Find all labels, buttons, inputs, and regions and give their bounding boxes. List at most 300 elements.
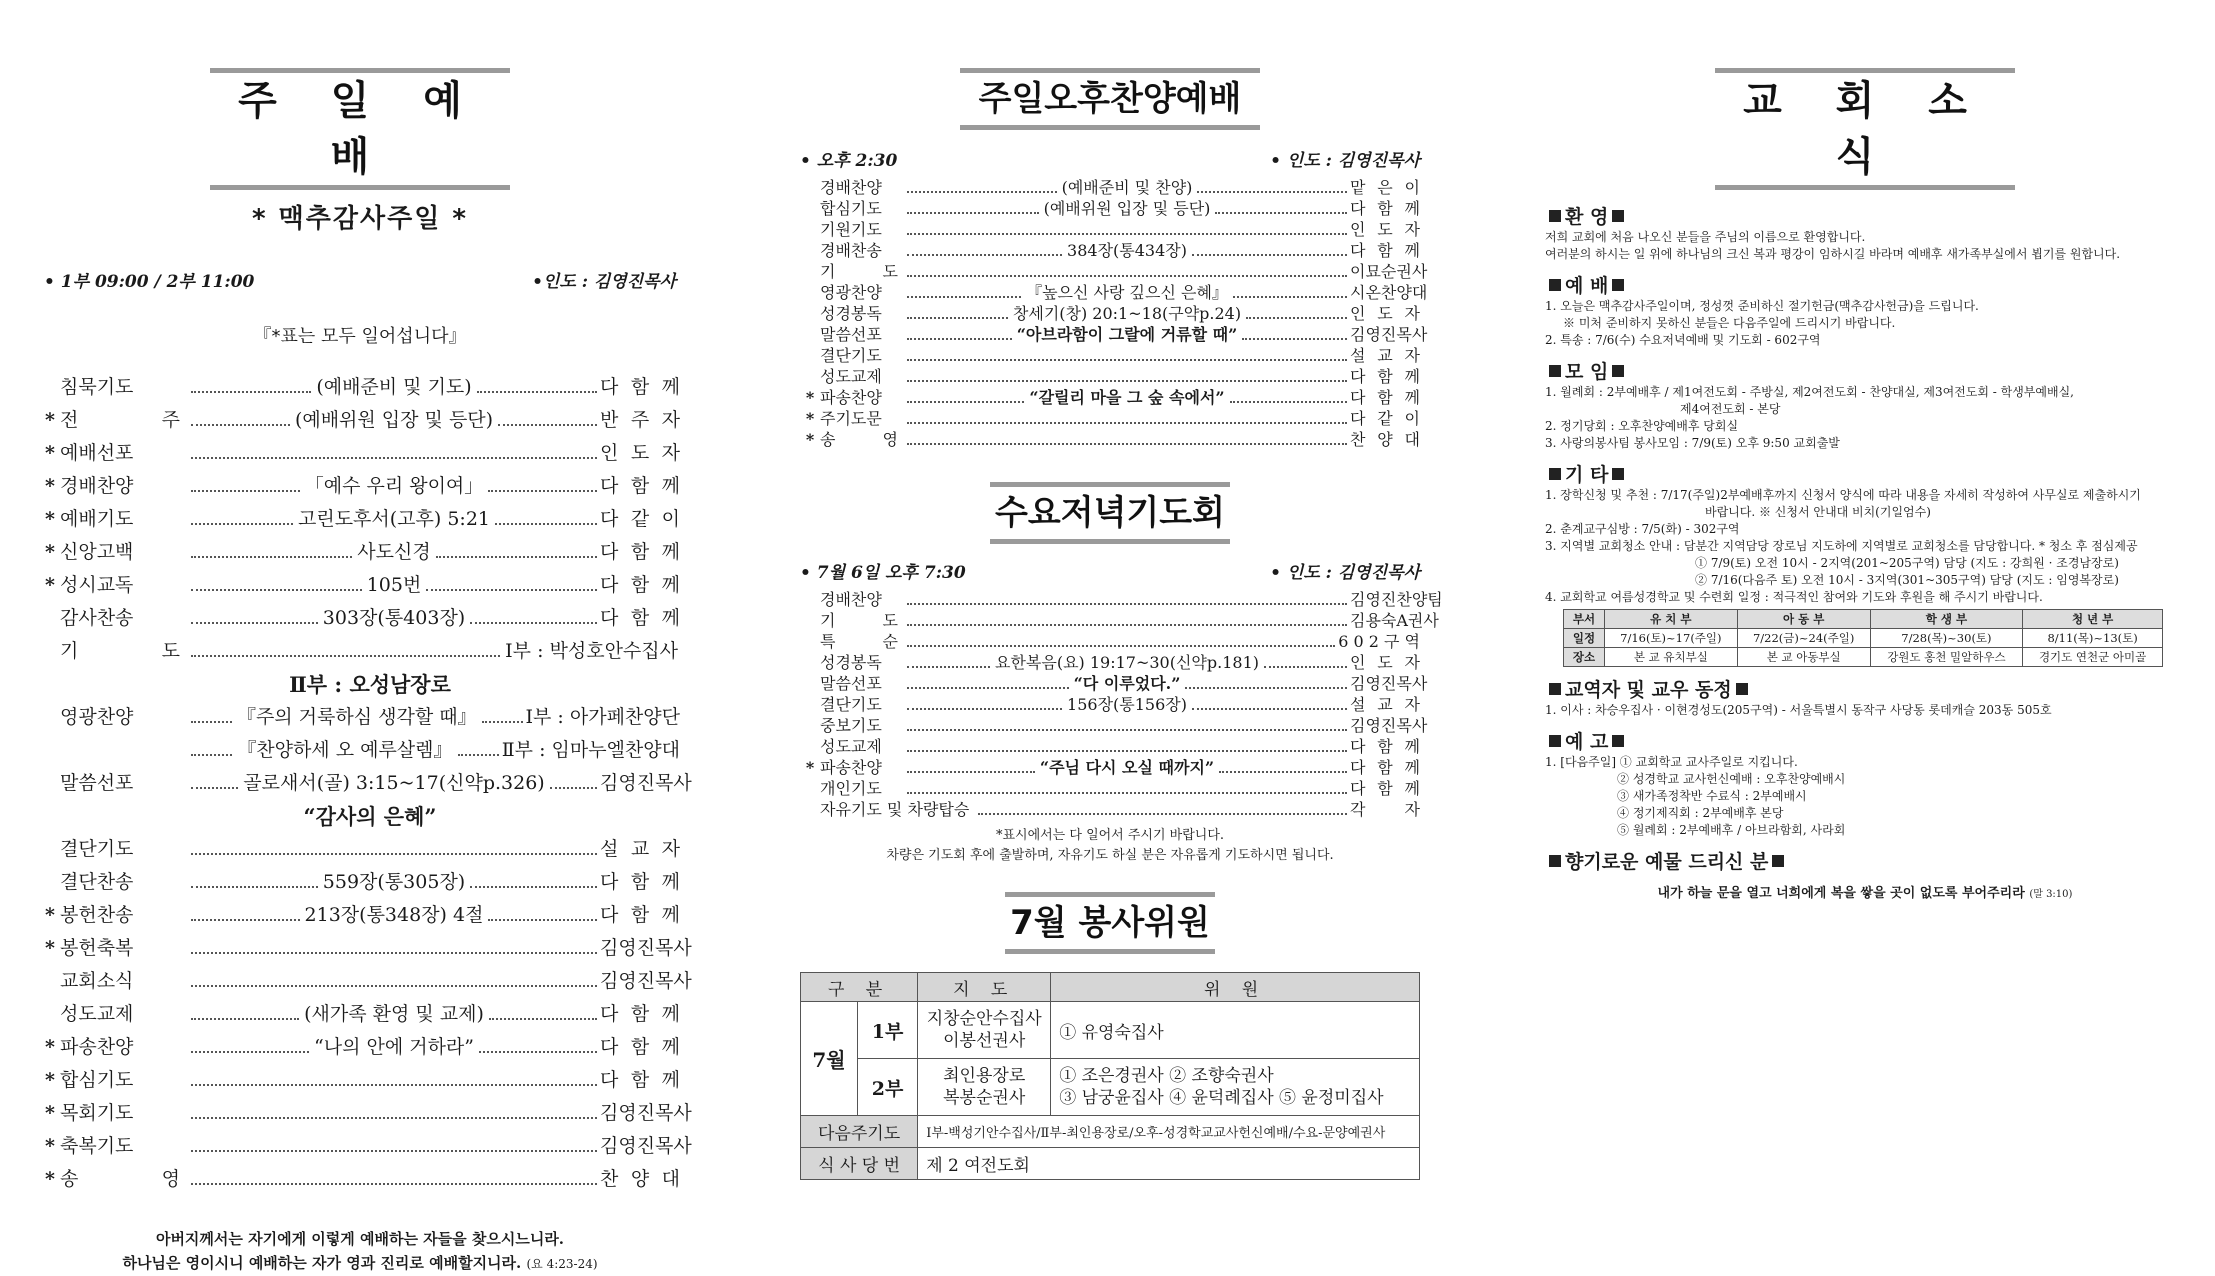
leader-dots [907,687,1069,689]
order-performer: 시온찬양대 [1350,283,1428,302]
order-star: * [805,758,815,777]
order-row [40,801,680,834]
leader-dots [1242,338,1347,340]
meeting-item-1: 1. 월례회 : 2부예배후 / 제1여전도회 - 주방실, 제2여전도회 - 찬양대실, 제3여전도회 - 학생부예배실, [1545,385,2074,399]
leader-dots [907,296,1021,298]
next-prayer-value: Ⅰ부-백성기안수집사/Ⅱ부-최인용장로/오후-성경학교교사헌신예배/수요-문양예권사 [918,1116,1420,1148]
order-label: 기 도 [60,640,180,662]
order-row [800,385,1420,406]
leader-dots [495,523,597,525]
camp-header-4: 청 년 부 [2023,610,2163,629]
order-label: 성경봉독 [820,653,882,672]
order-performer: 다 함 께 [1350,241,1420,260]
closing-quote-ref: (말 3:10) [2029,889,2073,900]
etc-item-3b: ① 7/9(토) 오전 10시 - 2지역(201~205구역) 담당 (지도 : 강희원 · 조경남장로) [1695,556,2119,570]
order-star: * [45,1135,55,1157]
order-leader [904,755,1350,778]
order-star: * [45,409,55,431]
order-row [800,322,1428,344]
part1-guide-2: 이봉선권사 [943,1031,1026,1051]
meal-duty-value: 제 2 여전도회 [918,1148,1420,1180]
order-content: 고린도후서(고후) 5:21 [298,508,491,530]
order-performer: 다 같 이 [1350,409,1420,428]
leader-dots [191,391,311,393]
notice-heading: 예 고 [1545,727,2185,754]
order-label: 송 영 [60,1168,180,1190]
order-content: 『주의 거룩하심 생각할 때』 [236,706,477,728]
leader-dots [191,1018,299,1020]
leader-dots [191,523,293,525]
leader-dots [191,589,362,591]
worship-leader: •인도 : 김영진목사 [532,272,676,292]
leader-dots [907,317,1008,319]
order-label: 기 도 [820,262,898,281]
afternoon-column [800,0,1443,1180]
order-leader [904,322,1350,345]
order-performer: 김영진목사 [600,937,692,959]
order-label: 성도교제 [820,737,882,756]
service-part2: 2부 [858,1059,918,1116]
service-month: 7월 [801,1002,858,1116]
camp-header-dept: 부서 [1564,610,1605,629]
order-performer: 다 함 께 [600,541,680,563]
order-row [800,427,1420,448]
order-performer: 다 함 께 [600,871,680,893]
order-row [40,702,680,735]
order-performer: 다 함 께 [600,574,680,596]
order-performer: 맡 은 이 [1350,178,1420,197]
etc-item-3: 3. 지역별 교회청소 안내 : 담분간 지역담당 장로님 지도하에 지역별로 교회청소를 담당합니다. * 청소 후 점심제공 [1545,539,2138,553]
leader-dots [1215,212,1347,214]
order-label: 결단기도 [820,346,882,365]
order-star: * [805,409,815,428]
afternoon-title-box [960,68,1260,130]
order-performer: 찬 양 대 [600,1168,680,1190]
order-performer: 설 교 자 [1350,695,1420,714]
order-label: 성경봉독 [820,304,882,323]
order-label: 영광찬양 [820,283,882,302]
order-content: (예배준비 및 기도) [316,376,472,398]
order-label: 자유기도 및 차량탑승 [820,800,970,819]
meeting-item-3: 3. 사랑의봉사팀 봉사모임 : 7/9(토) 오후 9:50 교회출발 [1545,436,1840,450]
order-content: 『찬양하세 오 예루살렘』 [237,739,453,761]
leader-dots [477,391,597,393]
leader-dots [907,212,1039,214]
order-leader [188,1117,600,1124]
part2-members-1: ① 조은경권사 ② 조향숙권사 [1059,1066,1274,1086]
order-performer: 다 함 께 [1350,758,1420,777]
order-content: “아브라함이 그랄에 거류할 때” [1016,325,1238,344]
order-leader [188,735,502,762]
leader-dots [426,589,597,591]
order-leader [188,952,600,959]
order-label: 파송찬양 [820,388,882,407]
notice-item-4: ④ 정기제직회 : 2부예배후 본당 [1617,806,1784,820]
order-performer: 다 함 께 [600,475,680,497]
camp-date-4: 8/11(목)~13(토) [2023,629,2163,648]
order-leader [188,1183,600,1190]
wednesday-meta [800,558,1420,583]
order-leader [188,853,600,860]
afternoon-title: 주일오후찬양예배 [978,79,1242,119]
order-leader [188,504,600,531]
etc-item-1: 1. 장학신청 및 추천 : 7/17(주일)2부예배후까지 신청서 양식에 따라 내용을 자세히 작성하여 사무실로 제출하시기 [1545,488,2141,502]
camp-header-1: 유 치 부 [1604,610,1737,629]
next-prayer-label: 다음주기도 [801,1116,918,1148]
order-row [40,834,680,867]
camp-row-place: 장소 [1564,648,1605,667]
order-star: * [45,442,55,464]
order-content: 384장(통434장) [1067,241,1187,260]
wednesday-note-2: 차량은 기도회 후에 출발하며, 자유기도 하실 분은 자유롭게 기도하시면 됩니다. [886,848,1334,863]
order-label: 결단찬송 [60,871,134,893]
order-leader [188,570,600,597]
leader-dots [191,490,300,492]
order-label: 성시교독 [60,574,134,596]
notice-item-5: ⑤ 월례회 : 2부예배후 / 아브라함회, 사라회 [1617,823,1846,837]
leader-dots [436,556,597,558]
church-news-title-box [1715,68,2015,190]
order-performer: 다 함 께 [1350,199,1420,218]
order-row [800,776,1420,797]
order-label: 성도교제 [820,367,882,386]
verse-line-1: 아버지께서는 자기에게 이렇게 예배하는 자들을 찾으시느니라. [155,1230,565,1248]
order-performer: 김영진찬양팀 [1350,590,1443,609]
leader-dots [191,853,597,855]
order-performer: 다 같 이 [600,508,680,530]
part2-guide-1: 최인용장로 [943,1066,1026,1086]
wednesday-leader: • 인도 : 김영진목사 [1270,563,1420,583]
leader-dots [907,708,1062,710]
leader-dots [482,721,523,723]
order-leader [904,624,1350,631]
order-row [800,755,1420,776]
part1-guide-1: 지창순안수집사 [926,1009,1042,1029]
order-performer: 다 함 께 [600,1003,680,1025]
camp-place-2: 본 교 아동부실 [1737,648,1870,667]
order-row [800,259,1428,281]
leader-dots [907,191,1057,193]
leader-dots [191,952,597,954]
order-row [40,537,680,570]
order-performer: 다 함 께 [600,1069,680,1091]
sunday-worship-meta [40,267,680,292]
order-performer: 다 함 께 [600,1036,680,1058]
worship-item-2: 2. 특송 : 7/6(수) 수요저녁예배 및 기도회 - 602구역 [1545,333,1821,347]
verse-line-2: 하나님은 영이시니 예배하는 자가 영과 진리로 예배할지니라. [122,1254,522,1272]
order-performer: 인 도 자 [1350,220,1420,239]
afternoon-leader: • 인도 : 김영진목사 [1270,151,1420,171]
service-title-box [1005,892,1215,954]
order-performer: 설 교 자 [1350,346,1420,365]
leader-dots [191,919,300,921]
leader-dots [191,556,352,558]
order-content: Ⅱ부 : 오성남장로 [289,672,451,697]
order-performer: Ⅱ부 : 임마누엘찬양대 [501,739,680,761]
order-performer: 김영진목사 [1350,674,1428,693]
order-leader [904,443,1350,450]
order-row [800,343,1420,364]
order-star: * [805,388,815,407]
afternoon-order-list [800,175,1428,449]
order-row [800,196,1420,217]
order-label: 목회기도 [60,1102,134,1124]
order-label: 신앙고백 [60,541,134,563]
order-content: 213장(통348장) 4절 [304,904,484,926]
order-performer: 김영진목사 [600,1135,692,1157]
leader-dots [1233,296,1347,298]
order-row [800,406,1420,427]
order-row [40,999,680,1032]
order-row [40,900,680,933]
camp-place-3: 강원도 홍천 밀알하우스 [1870,648,2023,667]
sunday-worship-title: 주 일 예 배 [238,78,482,180]
order-label: 전 주 [60,409,180,431]
order-row [40,735,680,768]
order-content: (예배위원 입장 및 등단) [294,409,494,431]
leader-dots [1192,708,1347,710]
order-content: 요한복음(요) 19:17~30(신약p.181) [995,653,1259,672]
service-table [800,972,1420,1180]
leader-dots [907,443,1347,445]
order-content: (새가족 환영 및 교제) [304,1003,484,1025]
leader-dots [479,1051,597,1053]
leader-dots [458,754,499,756]
camp-row-schedule: 일정 [1564,629,1605,648]
order-leader [188,405,600,432]
order-content: Ⅰ부 : 박성호안수집사 [505,640,678,662]
service-title: 7월 봉사위원 [1010,903,1210,943]
order-star: * [45,1102,55,1124]
notice-item-3: ③ 새가족정착반 수료식 : 2부예배시 [1617,789,1807,803]
leader-dots [470,886,597,888]
order-label: 경배찬양 [820,178,882,197]
order-performer: Ⅰ부 : 아가페찬양단 [525,706,680,728]
order-leader [188,372,600,399]
leader-dots [191,985,597,987]
closing-verse [40,1227,680,1276]
order-content: 창세기(창) 20:1~18(구약p.24) [1012,304,1242,323]
wednesday-time: • 7월 6일 오후 7:30 [800,563,966,583]
leader-dots [191,787,238,789]
order-row [800,629,1420,650]
service-part1-guide [918,1002,1051,1059]
staff-heading: 교역자 및 교우 동정 [1545,675,2185,702]
wednesday-note-1: *표시에서는 다 일어서 주시기 바랍니다. [995,828,1225,843]
camp-place-1: 본 교 유치부실 [1604,648,1737,667]
order-row [40,1098,692,1131]
order-label: 감사찬송 [60,607,134,629]
worship-heading: 예 배 [1545,271,2185,298]
order-row [40,471,680,504]
leader-dots [470,622,597,624]
order-leader [904,422,1350,429]
leader-dots [191,1117,597,1119]
order-performer: 다 함 께 [1350,388,1420,407]
camp-header-3: 학 생 부 [1870,610,2023,629]
order-row [40,504,680,537]
leader-dots [907,729,1347,731]
order-performer: 인 도 자 [600,442,680,464]
order-label: 말씀선포 [820,325,882,344]
worship-time: • 1부 09:00 / 2부 11:00 [44,272,255,292]
leader-dots [907,645,1335,647]
order-performer: 김영진목사 [600,772,692,794]
meal-duty-label: 식 사 당 번 [801,1148,918,1180]
order-leader [904,238,1350,261]
order-label: 교회소식 [60,970,134,992]
church-news-column [1545,0,2185,901]
order-label: 말씀선포 [60,772,134,794]
order-leader [188,471,600,498]
leader-dots [550,787,597,789]
order-performer: 다 함 께 [600,376,680,398]
leader-dots [907,771,1035,773]
order-leader [904,385,1350,408]
camp-header-2: 아 동 부 [1737,610,1870,629]
leader-dots [191,886,318,888]
leader-dots [488,490,597,492]
order-content: “감사의 은혜” [303,804,437,829]
sunday-worship-subtitle: * 맥추감사주일 * [252,204,468,234]
order-leader [904,729,1350,736]
order-content: “다 이루었다.” [1073,674,1181,693]
order-content: 「예수 우리 왕이여」 [304,475,484,497]
camp-schedule-table [1563,609,2163,667]
order-leader [904,671,1350,694]
order-row [40,966,692,999]
welcome-text-2: 여러분의 하시는 일 위에 하나님의 크신 복과 평강이 임하시길 바라며 예배후 새가족부실에서 뵙기를 원합니다. [1545,247,2121,261]
order-label: 말씀선포 [820,674,882,693]
leader-dots [191,754,232,756]
order-row [40,372,680,405]
order-leader [904,692,1350,715]
order-star: * [45,1168,55,1190]
leader-dots [907,792,1347,794]
order-row [800,280,1428,302]
order-row [800,175,1420,196]
order-row [40,1065,680,1098]
order-row [800,608,1439,630]
part2-guide-2: 복봉순권사 [943,1088,1026,1108]
order-content: “주님 다시 오실 때까지” [1039,758,1215,777]
order-row [800,797,1420,818]
church-news-title: 교 회 소 식 [1743,78,1987,180]
order-row [800,671,1428,693]
order-row [40,405,680,438]
order-row [800,734,1420,755]
order-row [40,438,680,471]
afternoon-meta [800,146,1420,171]
leader-dots [907,666,990,668]
leader-dots [907,275,1347,277]
camp-date-3: 7/28(목)~30(토) [1870,629,2023,648]
notice-item-2: ② 성경학교 교사헌신예배 : 오후찬양예배시 [1617,772,1846,786]
order-label: 성도교제 [60,1003,134,1025]
order-performer: 6 0 2 구 역 [1338,632,1420,651]
order-leader [904,196,1350,219]
leader-dots [191,1150,597,1152]
order-label: 영광찬양 [60,706,134,728]
order-performer: 인 도 자 [1350,304,1420,323]
order-row [800,301,1420,322]
order-label: 송 영 [820,430,898,449]
order-label: 봉헌축복 [60,937,134,959]
sunday-worship-title-box [210,68,510,190]
worship-item-1: 1. 오늘은 맥추감사주일이며, 정성껏 준비하신 절기헌금(맥추감사헌금)을 드립니다. [1545,299,1979,313]
service-part2-guide [918,1059,1051,1116]
leader-dots [1192,254,1347,256]
leader-dots [907,359,1347,361]
meeting-item-2: 2. 정기당회 : 오후찬양예배후 당회실 [1545,419,1739,433]
order-content: 559장(통305장) [322,871,466,893]
order-star: * [45,1069,55,1091]
sunday-worship-column [40,0,692,1276]
camp-place-4: 경기도 연천군 아미골 [2023,648,2163,667]
wednesday-title-box [990,482,1230,544]
order-label: 경배찬양 [60,475,134,497]
order-leader [904,650,1350,673]
sunday-order-list [40,372,692,1197]
order-performer: 각 자 [1350,800,1420,819]
camp-date-2: 7/22(금)~24(주일) [1737,629,1870,648]
order-label: 예배기도 [60,508,134,530]
order-row [40,867,680,900]
leader-dots [191,424,290,426]
order-star: * [45,541,55,563]
order-label: 합심기도 [820,199,882,218]
order-leader [188,1150,600,1157]
verse-ref: (요 4:23-24) [526,1257,598,1271]
order-label: 기 도 [820,611,898,630]
order-row [800,692,1420,713]
leader-dots [191,721,232,723]
order-performer: 반 주 자 [600,409,680,431]
welcome-text-1: 저희 교회에 처음 나오신 분들을 주님의 이름으로 환영합니다. [1545,230,1866,244]
order-label: 파송찬양 [60,1036,134,1058]
order-row [40,1131,692,1164]
service-part1: 1부 [858,1002,918,1059]
order-content: “나의 안에 거하라” [314,1036,474,1058]
service-part2-members [1051,1059,1420,1116]
order-star: * [45,508,55,530]
order-row [40,603,680,636]
order-label: 경배찬양 [820,590,882,609]
leader-dots [1185,687,1347,689]
order-leader [904,792,1350,799]
leader-dots [191,655,500,657]
order-performer: 인 도 자 [1350,653,1420,672]
leader-dots [907,401,1024,403]
leader-dots [489,1018,597,1020]
order-star: * [45,937,55,959]
etc-heading: 기 타 [1545,460,2185,487]
service-header-guide: 지 도 [918,973,1051,1002]
order-label: 예배선포 [60,442,134,464]
order-row [40,669,680,702]
service-header-division: 구 분 [801,973,918,1002]
order-performer: 다 함 께 [600,607,680,629]
closing-quote-text: 내가 하늘 문을 열고 너희에게 복을 쌓을 곳이 없도록 부어주리라 [1657,886,2025,901]
order-label: 봉헌찬송 [60,904,134,926]
worship-item-1b: ※ 미처 준비하지 못하신 분들은 다음주일에 드리시기 바랍니다. [1563,316,1896,330]
order-star: * [45,904,55,926]
etc-item-4: 4. 교회학교 여름성경학교 및 수련회 일정 : 적극적인 참여와 기도와 후원을 해 주시기 바랍니다. [1545,590,2043,604]
leader-dots [907,750,1347,752]
order-content: 303장(통403장) [322,607,466,629]
donation-heading: 향기로운 예물 드리신 분 [1545,847,2185,874]
order-leader [188,1084,600,1091]
